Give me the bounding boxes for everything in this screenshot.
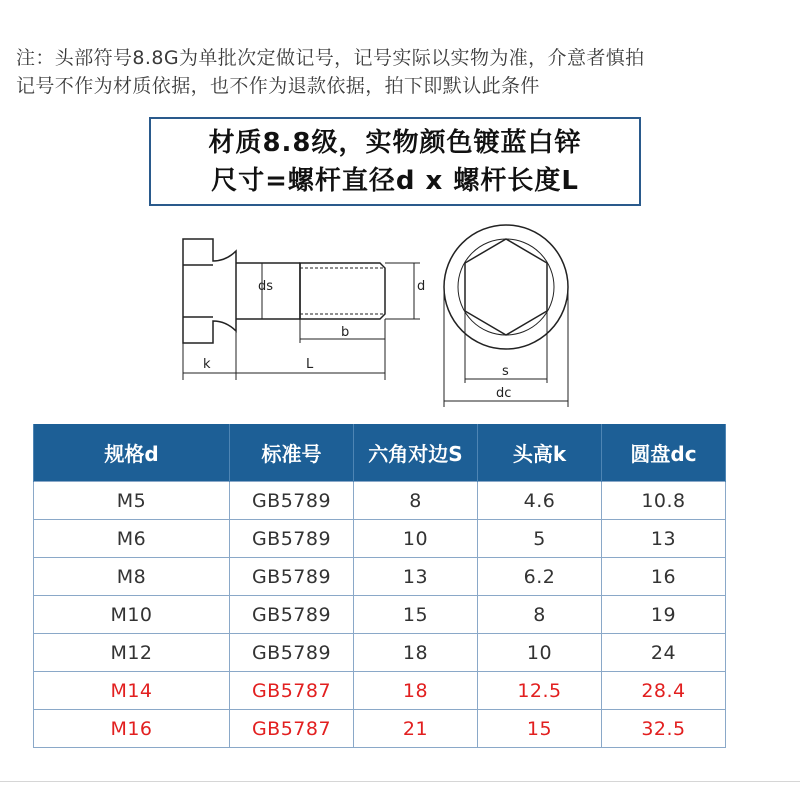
spec-table: [33, 424, 726, 748]
material-text: 材质8.8级，实物颜色镀蓝白锌: [208, 127, 582, 158]
cell-standard: GB5789: [230, 520, 354, 558]
cell-flange-diameter: 28.4: [602, 672, 726, 710]
cell-spec: M14: [34, 672, 230, 710]
cell-spec: M5: [34, 482, 230, 520]
cell-flange-diameter: 10.8: [602, 482, 726, 520]
cell-hex-width: 8: [354, 482, 478, 520]
cell-hex-width: 18: [354, 672, 478, 710]
table-row: [34, 634, 726, 672]
table-row: [34, 710, 726, 748]
cell-hex-width: 10: [354, 520, 478, 558]
cell-hex-width: 21: [354, 710, 478, 748]
header-hex-width: 六角对边S: [354, 424, 478, 482]
header-head-height: 头高k: [478, 424, 602, 482]
header-flange-diameter: 圆盘dc: [602, 424, 726, 482]
table-row: [34, 482, 726, 520]
cell-standard: GB5789: [230, 482, 354, 520]
cell-flange-diameter: 32.5: [602, 710, 726, 748]
table-row: [34, 520, 726, 558]
label-k: k: [203, 357, 211, 372]
cell-head-height: 10: [478, 634, 602, 672]
label-L: L: [306, 357, 314, 372]
cell-spec: M6: [34, 520, 230, 558]
header-standard: 标准号: [230, 424, 354, 482]
bolt-top-view: [444, 225, 568, 407]
label-s: s: [502, 364, 509, 379]
disclaimer-note: [16, 44, 796, 100]
cell-spec: M8: [34, 558, 230, 596]
cell-head-height: 5: [478, 520, 602, 558]
label-b: b: [341, 325, 350, 340]
cell-standard: GB5787: [230, 710, 354, 748]
label-d: d: [417, 279, 426, 294]
table-row: [34, 596, 726, 634]
table-header-row: [34, 424, 726, 482]
size-formula-text: 尺寸=螺杆直径d x 螺杆长度L: [211, 165, 579, 196]
note-line-1: 注：头部符号8.8G为单批次定做记号，记号实际以实物为准，介意者慎拍: [16, 47, 645, 69]
material-size-box: [149, 117, 641, 206]
cell-head-height: 8: [478, 596, 602, 634]
cell-spec: M16: [34, 710, 230, 748]
cell-spec: M10: [34, 596, 230, 634]
cell-head-height: 15: [478, 710, 602, 748]
table-row: [34, 672, 726, 710]
bottom-divider: [0, 781, 800, 782]
label-dc: dc: [496, 386, 512, 401]
cell-flange-diameter: 13: [602, 520, 726, 558]
cell-flange-diameter: 16: [602, 558, 726, 596]
cell-flange-diameter: 24: [602, 634, 726, 672]
cell-standard: GB5789: [230, 596, 354, 634]
cell-head-height: 4.6: [478, 482, 602, 520]
cell-flange-diameter: 19: [602, 596, 726, 634]
cell-standard: GB5787: [230, 672, 354, 710]
header-spec: 规格d: [34, 424, 230, 482]
cell-head-height: 6.2: [478, 558, 602, 596]
cell-hex-width: 18: [354, 634, 478, 672]
note-line-2: 记号不作为材质依据，也不作为退款依据，拍下即默认此条件: [16, 75, 540, 97]
table-row: [34, 558, 726, 596]
cell-spec: M12: [34, 634, 230, 672]
flange-bolt-diagram: [0, 215, 800, 415]
cell-head-height: 12.5: [478, 672, 602, 710]
cell-hex-width: 15: [354, 596, 478, 634]
bolt-side-view: [183, 239, 420, 380]
cell-standard: GB5789: [230, 634, 354, 672]
cell-hex-width: 13: [354, 558, 478, 596]
label-ds: ds: [258, 279, 274, 294]
cell-standard: GB5789: [230, 558, 354, 596]
